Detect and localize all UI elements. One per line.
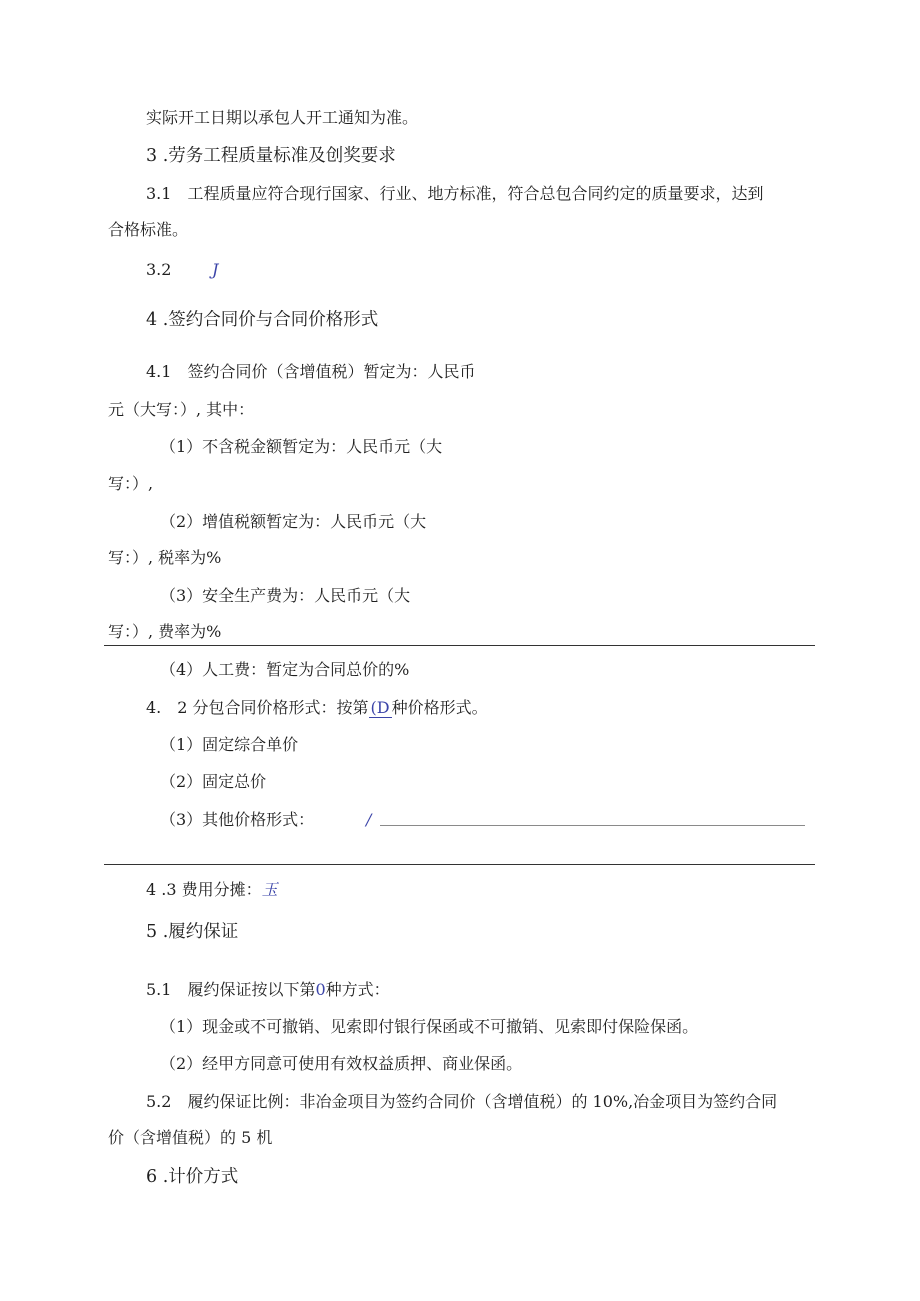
list-item: （2）经甲方同意可使用有效权益质押、商业保函。: [160, 1054, 523, 1073]
clause-number: 3.2: [146, 260, 172, 279]
paragraph-text: 4. 2 分包合同价格形式：按第: [146, 698, 369, 717]
filled-value: 玉: [261, 880, 278, 899]
list-item: （3）安全生产费为：人民币元（大: [160, 586, 411, 605]
paragraph: 写：）, 税率为%: [108, 548, 222, 567]
paragraph: 写：）,: [108, 474, 154, 493]
filled-value: (D: [370, 698, 390, 717]
list-item: （4）人工费：暂定为合同总价的%: [160, 660, 410, 679]
list-item: （3）其他价格形式：: [160, 810, 315, 829]
paragraph: 合格标准。: [108, 220, 189, 239]
filled-value: /: [366, 810, 372, 829]
filled-value: J: [212, 260, 219, 279]
divider-line: [104, 645, 815, 646]
paragraph: 元（大写：）, 其中：: [108, 400, 255, 419]
list-item: （1）现金或不可撤销、见索即付银行保函或不可撤销、见索即付保险保函。: [160, 1017, 699, 1036]
section-heading: 6 .计价方式: [146, 1167, 239, 1187]
section-heading: 5 .履约保证: [146, 922, 239, 942]
list-item: （1）不含税金额暂定为：人民币元（大: [160, 437, 443, 456]
filled-value: 0: [315, 980, 326, 999]
paragraph: [146, 698, 488, 718]
fill-in-underline: [380, 825, 805, 826]
paragraph: [146, 880, 278, 900]
paragraph: 5.2 履约保证比例：非冶金项目为签约合同价（含增值税）的 10%,冶金项目为签约合同: [146, 1092, 778, 1111]
paragraph-text: 5.1 履约保证按以下第: [146, 980, 316, 999]
paragraph-text: 种方式：: [325, 980, 390, 999]
list-item: （1）固定综合单价: [160, 735, 299, 754]
paragraph: [146, 980, 390, 1000]
paragraph: 价（含增值税）的 5 机: [108, 1128, 273, 1147]
section-heading: 4 .签约合同价与合同价格形式: [146, 310, 379, 330]
paragraph: 写：）, 费率为%: [108, 622, 222, 641]
divider-line: [104, 864, 815, 865]
list-item: （2）增值税额暂定为：人民币元（大: [160, 512, 427, 531]
paragraph-text: 4 .3 费用分摊：: [146, 880, 262, 899]
paragraph: 实际开工日期以承包人开工通知为准。: [146, 108, 419, 127]
list-item: （2）固定总价: [160, 772, 267, 791]
section-heading: 3 .劳务工程质量标准及创奖要求: [146, 146, 396, 166]
paragraph: 4.1 签约合同价（含增值税）暂定为：人民币: [146, 362, 476, 381]
paragraph-text: 种价格形式。: [391, 698, 488, 717]
paragraph: 3.1 工程质量应符合现行国家、行业、地方标准，符合总包合同约定的质量要求，达到: [146, 184, 764, 203]
